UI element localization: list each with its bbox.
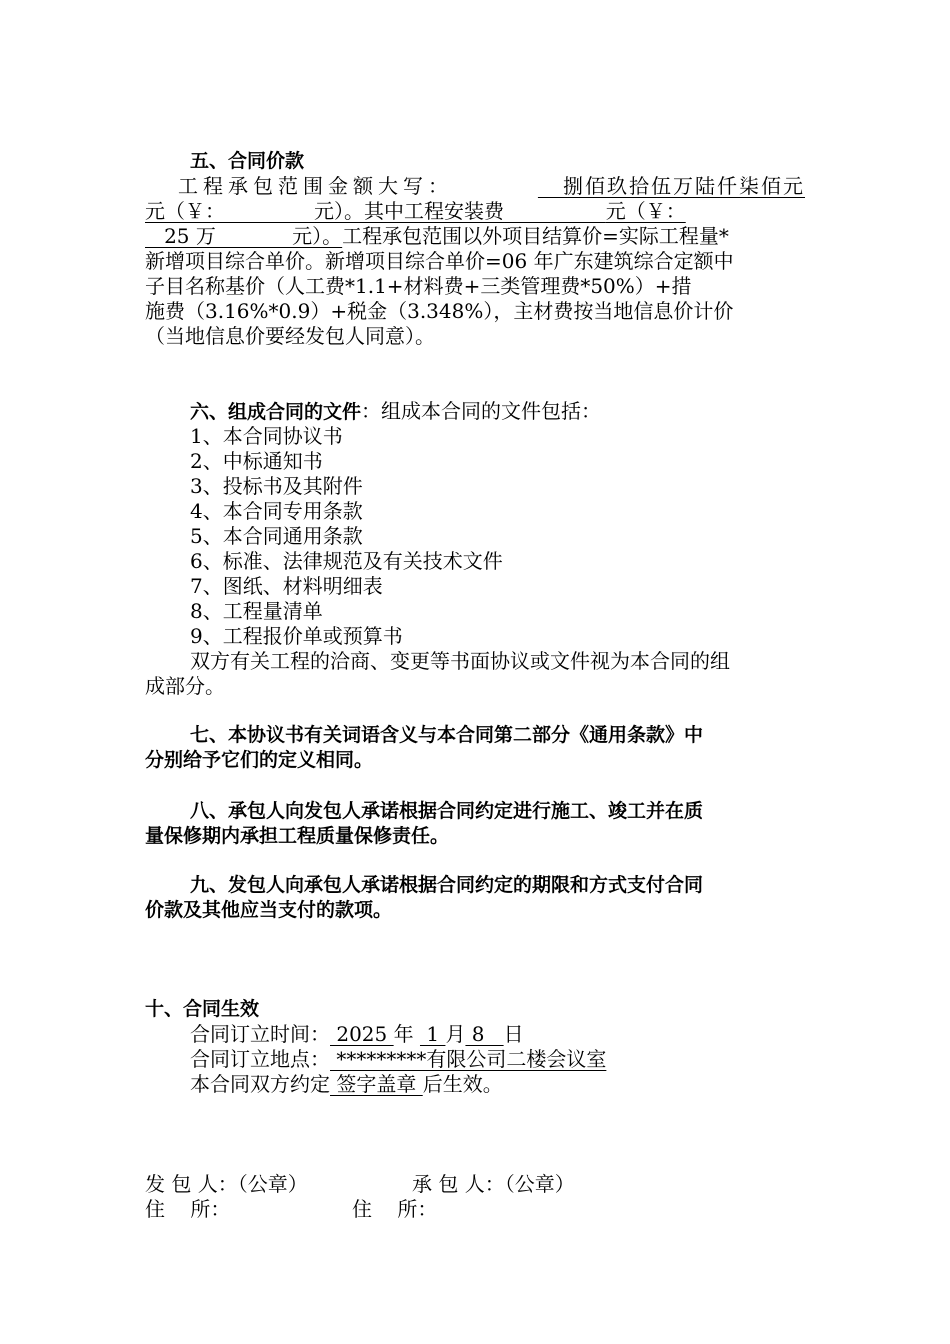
section-5-title: 五、合同价款 — [190, 150, 305, 172]
day-unit: 日 — [503, 1022, 524, 1046]
amount-line — [178, 174, 805, 199]
price-line-7: （当地信息价要经发包人同意）。 — [145, 324, 435, 348]
section-7-line-2: 分别给予它们的定义相同。 — [145, 749, 374, 771]
document-item: 4、本合同专用条款 — [190, 499, 363, 523]
document-item: 3、投标书及其附件 — [190, 474, 363, 498]
documents-closing-line-1: 双方有关工程的洽商、变更等书面协议或文件视为本合同的组 — [190, 649, 730, 673]
signing-time-label: 合同订立时间： — [190, 1022, 330, 1046]
employer-address-label: 住 所： — [145, 1197, 231, 1221]
price-line-6: 施费（3.16%*0.9）+税金（3.348%），主材费按当地信息价计价 — [145, 299, 734, 323]
contractor-address-label: 住 所： — [352, 1197, 438, 1221]
document-item: 2、中标通知书 — [190, 449, 323, 473]
signing-time-line — [190, 1022, 524, 1047]
effect-condition: 签字盖章 — [330, 1072, 423, 1096]
contractor-seal-label: 承 包 人：（公章） — [412, 1172, 575, 1196]
amount-label: 工程承包范围金额大写： — [178, 174, 453, 198]
amount-figure-blank — [225, 199, 314, 223]
install-fee-text: 元）。其中工程安装费 — [314, 199, 505, 223]
document-item: 6、标准、法律规范及有关技术文件 — [190, 549, 503, 573]
amount-line-2 — [145, 199, 686, 224]
document-item: 1、本合同协议书 — [190, 424, 343, 448]
signing-place-line — [190, 1047, 606, 1072]
section-6-title: 六、组成合同的文件 — [190, 401, 362, 423]
document-item: 9、工程报价单或预算书 — [190, 624, 403, 648]
section-7-line-1: 七、本协议书有关词语含义与本合同第二部分《通用条款》中 — [190, 724, 704, 746]
section-6-intro: ：组成本合同的文件包括： — [361, 399, 602, 423]
year-unit: 年 — [393, 1022, 420, 1046]
document-item: 8、工程量清单 — [190, 599, 323, 623]
section-8-line-2: 量保修期内承担工程质量保修责任。 — [145, 825, 450, 847]
signing-month: 1 — [419, 1022, 446, 1046]
effect-line — [190, 1072, 503, 1097]
section-9-line-1: 九、发包人向承包人承诺根据合同约定的期限和方式支付合同 — [190, 874, 704, 896]
install-fee-yuan: 元（￥： — [605, 199, 686, 223]
amount-yuan-label: 元（￥： — [145, 199, 225, 223]
documents-closing-line-2: 成部分。 — [145, 674, 225, 698]
employer-seal-label: 发 包 人：（公章） — [145, 1172, 308, 1196]
section-8-line-1: 八、承包人向发包人承诺根据合同约定进行施工、竣工并在质 — [190, 800, 704, 822]
document-item: 7、图纸、材料明细表 — [190, 574, 383, 598]
price-line-5: 子目名称基价（人工费*1.1+材料费+三类管理费*50%）+措 — [145, 274, 692, 298]
amount-in-words: 捌佰玖拾伍万陆仟柒佰元 — [537, 174, 805, 198]
price-line-4: 新增项目综合单价。新增项目综合单价=06 年广东建筑综合定额中 — [145, 249, 734, 273]
install-fee-blank — [504, 199, 606, 223]
effect-text-b: 后生效。 — [422, 1072, 503, 1096]
amount-line-3 — [145, 224, 729, 249]
signing-place: *********有限公司二楼会议室 — [330, 1047, 607, 1071]
effect-text-a: 本合同双方约定 — [190, 1072, 330, 1096]
install-fee-figure: 25 万 元）。 — [145, 224, 343, 248]
settlement-text: 工程承包范围以外项目结算价=实际工程量* — [342, 224, 729, 248]
signing-year: 2025 — [330, 1022, 394, 1046]
month-unit: 月 — [445, 1022, 466, 1046]
signing-day: 8 — [465, 1022, 504, 1046]
section-10-title: 十、合同生效 — [145, 998, 260, 1020]
section-9-line-2: 价款及其他应当支付的款项。 — [145, 899, 393, 921]
document-item: 5、本合同通用条款 — [190, 524, 363, 548]
section-6-heading — [190, 399, 601, 425]
signing-place-label: 合同订立地点： — [190, 1047, 330, 1071]
